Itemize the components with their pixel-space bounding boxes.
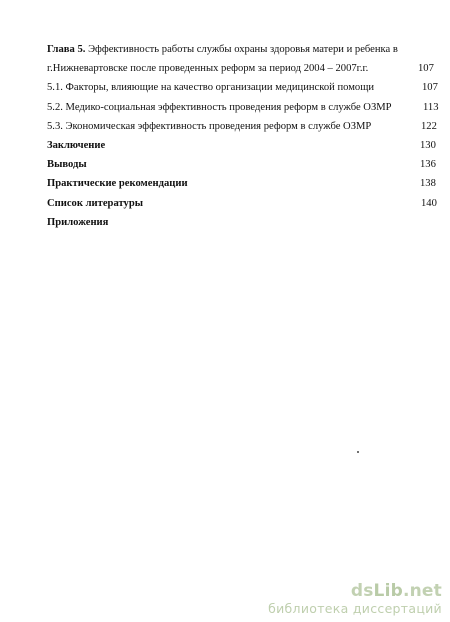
toc-section-text: Практические рекомендации (47, 178, 188, 190)
toc-chapter-5-line-2 (47, 59, 437, 78)
chapter-page-number: 107 (418, 63, 434, 75)
toc-section-page: 136 (420, 159, 436, 171)
toc-section-findings (47, 155, 437, 174)
toc-item-5-1 (47, 78, 437, 97)
watermark-logo-net: .net (402, 581, 442, 601)
toc-section-text: Список литературы (47, 197, 144, 209)
chapter-title-line-1: Эффективность работы службы охраны здоровья матери и ребенка в (88, 44, 398, 55)
toc-item-text: 5.3. Экономическая эффективность проведения реформ в службе ОЗМР (47, 120, 372, 132)
toc-section-text: Выводы (47, 159, 87, 171)
stray-mark (357, 451, 359, 453)
watermark-logo-ds: ds (350, 581, 374, 601)
toc-section-appendices (47, 213, 437, 232)
toc-section-text: Заключение (47, 140, 106, 152)
toc-item-page: 122 (421, 120, 437, 132)
chapter-label: Глава 5. (47, 44, 86, 55)
toc-item-5-3 (47, 117, 437, 136)
toc-item-page: 107 (422, 82, 438, 94)
watermark-logo-lib: Lib (373, 581, 403, 601)
toc-section-recommendations (47, 174, 437, 193)
watermark-logo (268, 581, 442, 601)
toc-section-text: Приложения (47, 216, 109, 228)
toc-section-page: 130 (420, 140, 436, 152)
dslib-watermark (268, 581, 442, 616)
watermark-subtitle: библиотека диссертаций (268, 601, 442, 616)
table-of-contents (47, 40, 437, 232)
toc-item-page: 113 (423, 101, 439, 113)
toc-section-page: 138 (420, 178, 436, 190)
toc-item-5-2 (47, 98, 437, 117)
toc-section-page: 140 (421, 197, 437, 209)
toc-section-bibliography (47, 194, 437, 213)
toc-item-text: 5.1. Факторы, влияющие на качество организации медицинской помощи (47, 82, 375, 94)
toc-chapter-5-line-1 (47, 40, 437, 59)
toc-item-text: 5.2. Медико-социальная эффективность проведения реформ в службе ОЗМР (47, 101, 392, 113)
chapter-title-line-2: г.Нижневартовске после проведенных реформ за период 2004 – 2007г.г. (47, 63, 369, 75)
toc-section-conclusion (47, 136, 437, 155)
